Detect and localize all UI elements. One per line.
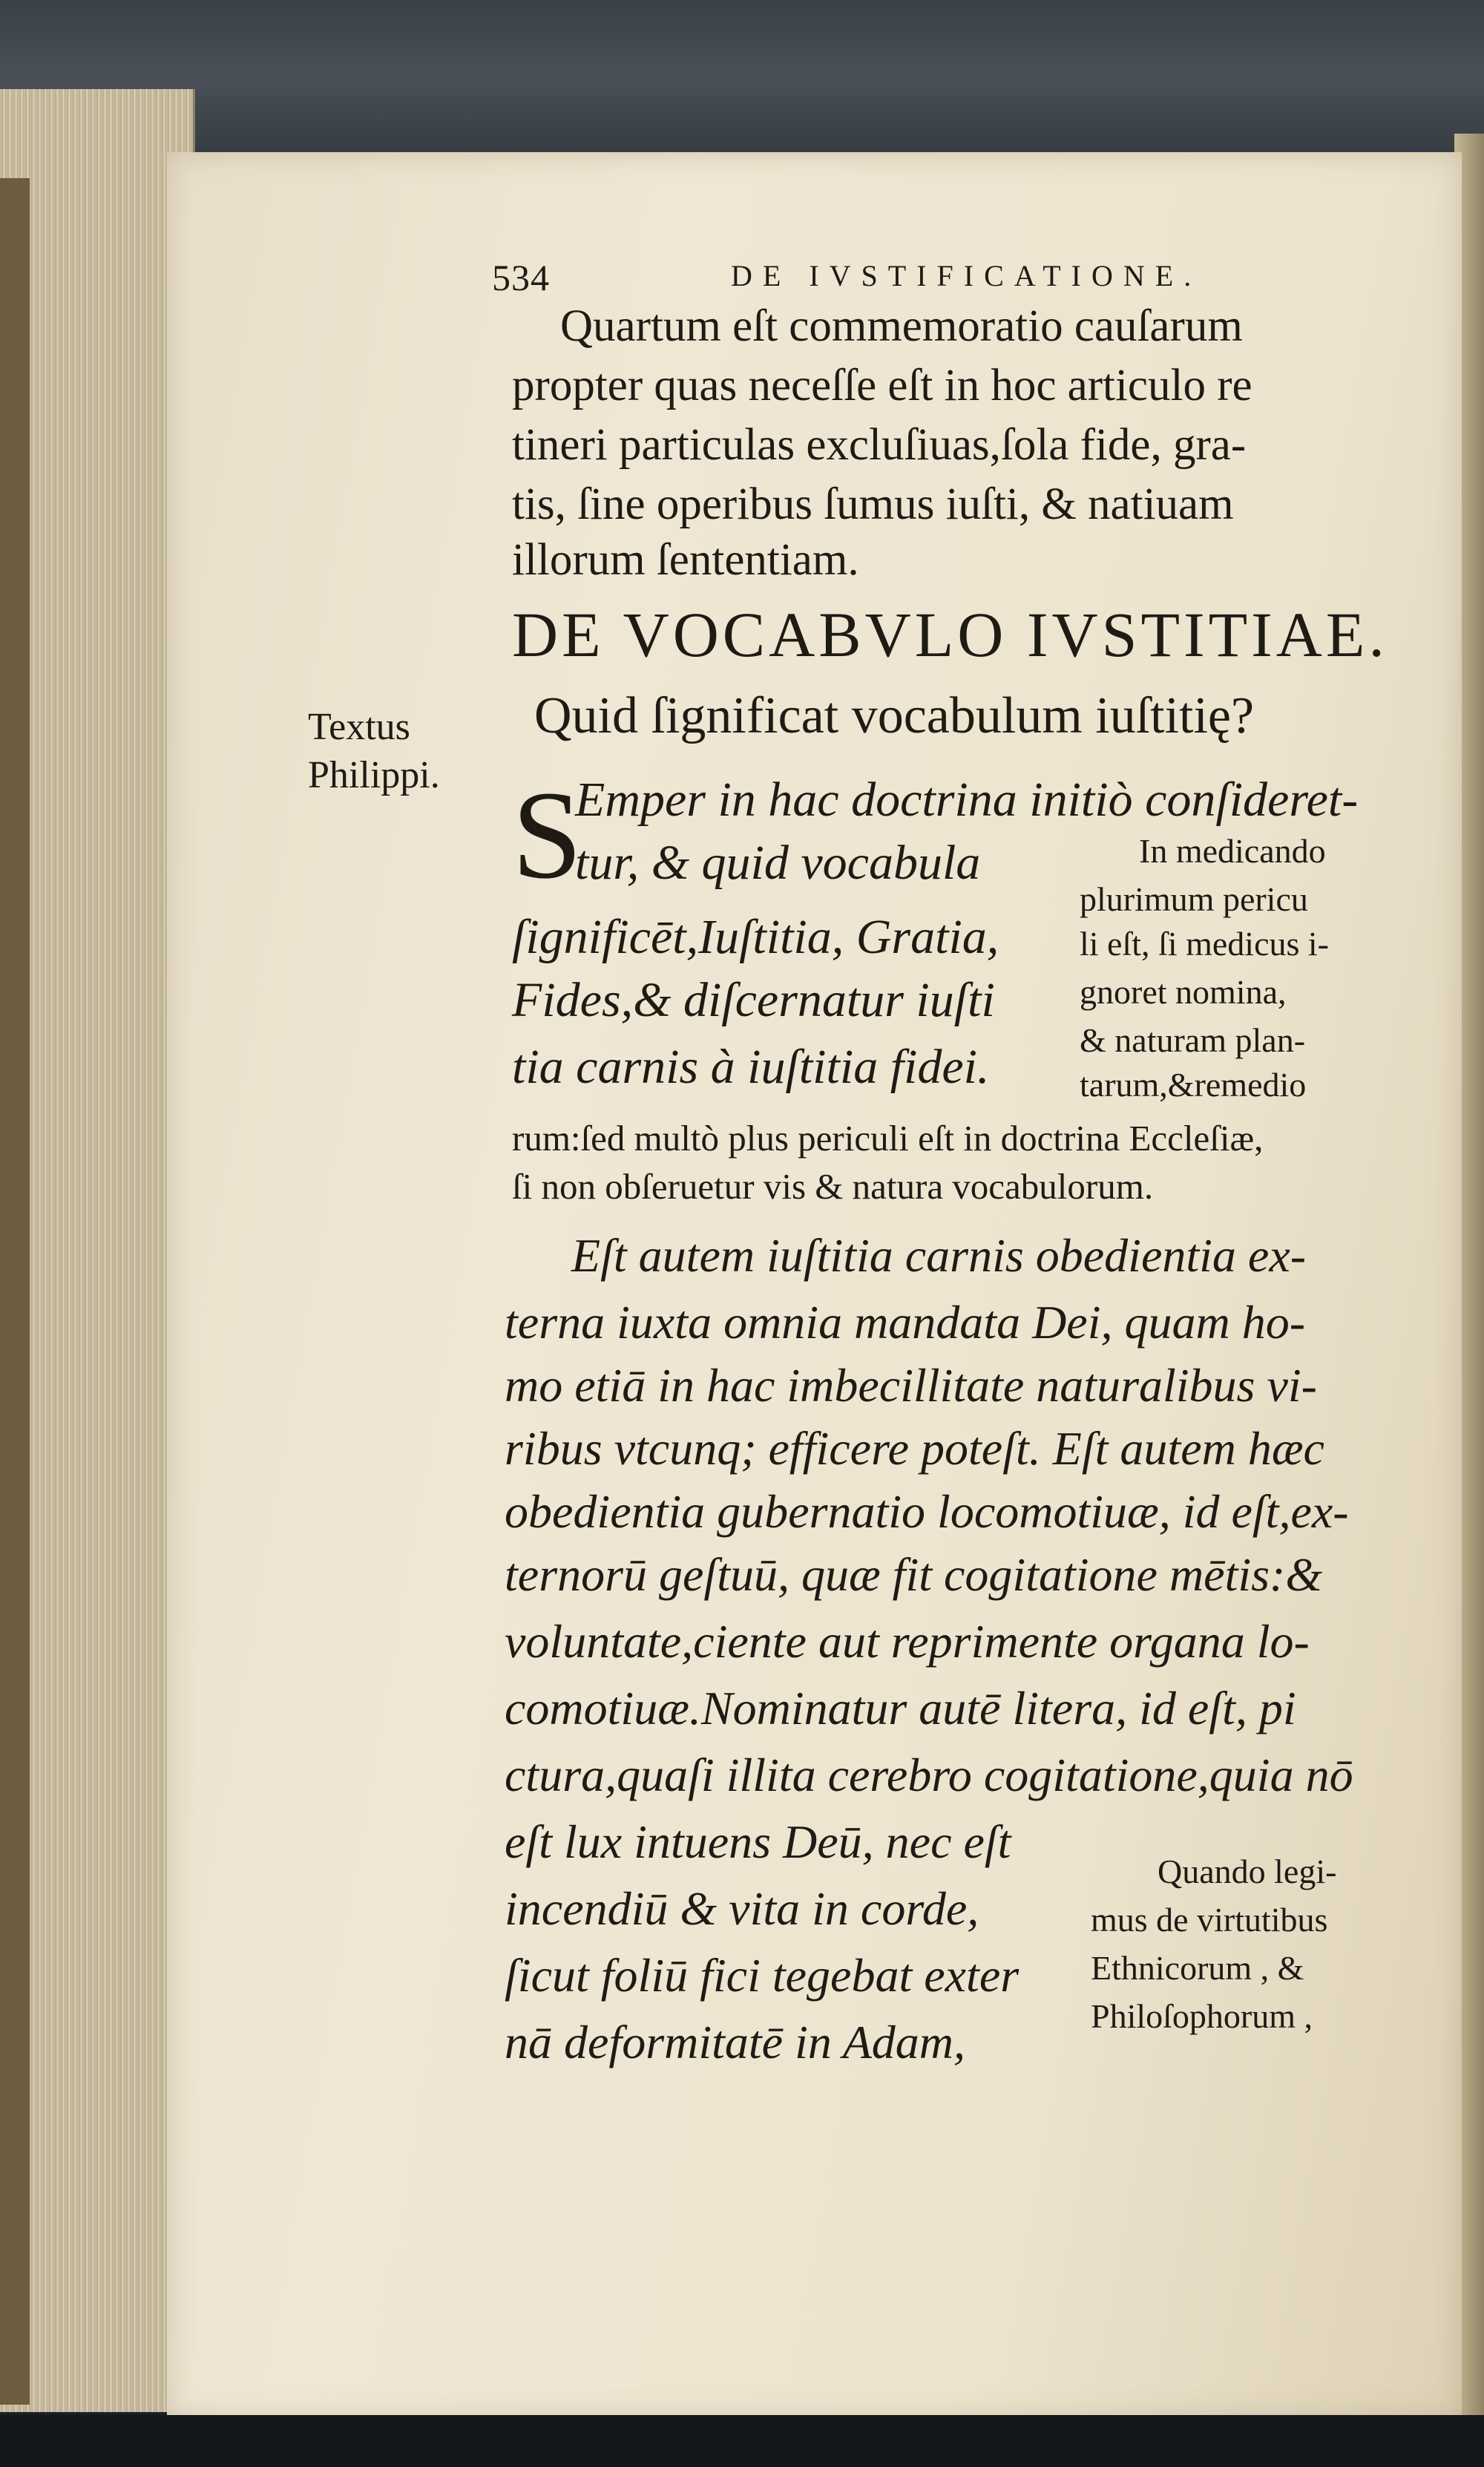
italic-line: tur, & quid vocabula: [575, 836, 981, 890]
note-continuation-line: ſi non obſeruetur vis & natura vocabulorum.: [512, 1166, 1154, 1207]
section-heading: DE VOCABVLO IVSTITIAE.: [512, 599, 1388, 670]
italic-line: mo etiā in hac imbecillitate naturalibus vi-: [505, 1359, 1317, 1412]
side-note-line: Philoſophorum ,: [1091, 1997, 1313, 2035]
intro-line: tis, ſine operibus ſumus iuſti, & natiuam: [512, 479, 1234, 529]
margin-note-left: Textus: [308, 706, 410, 748]
note-continuation-line: rum:ſed multò plus periculi eſt in doctrina Eccleſiæ,: [512, 1118, 1264, 1159]
intro-line: tineri particulas excluſiuas,ſola fide, gra-: [512, 420, 1247, 470]
side-note-line: In medicando: [1139, 832, 1326, 870]
side-note-line: Ethnicorum , &: [1091, 1949, 1304, 1987]
bottom-background: [0, 2415, 1484, 2467]
margin-note-left: Philippi.: [308, 754, 440, 796]
intro-line: illorum ſententiam.: [512, 535, 859, 585]
spine-shadow: [0, 178, 30, 2405]
italic-line: incendiū & vita in corde,: [505, 1882, 979, 1935]
italic-line: comotiuæ.Nominatur autē litera, id eſt, pi: [505, 1682, 1296, 1734]
italic-line: voluntate,ciente aut reprimente organa lo-: [505, 1615, 1310, 1668]
side-note-line: plurimum pericu: [1080, 880, 1308, 918]
italic-line: ſicut foliū fici tegebat exter: [505, 1949, 1020, 2002]
italic-line: terna iuxta omnia mandata Dei, quam ho-: [505, 1296, 1305, 1349]
italic-line: ternorū geſtuū, quæ fit cogitatione mētis:&: [505, 1548, 1323, 1601]
italic-line: obedientia gubernatio locomotiuæ, id eſt,ex-: [505, 1485, 1349, 1538]
italic-line: eſt lux intuens Deū, nec eſt: [505, 1815, 1011, 1868]
drop-cap: S: [512, 765, 582, 905]
side-note-line: li eſt, ſi medicus i-: [1080, 925, 1329, 963]
italic-line: nā deformitatē in Adam,: [505, 2016, 965, 2068]
italic-line: Emper in hac doctrina initiò conſideret-: [575, 773, 1359, 827]
side-note-line: gnoret nomina,: [1080, 973, 1287, 1011]
italic-line: ribus vtcunq; efficere poteſt. Eſt autem hæc: [505, 1422, 1324, 1475]
intro-line: Quartum eſt commemoratio cauſarum: [560, 301, 1243, 351]
side-note-line: tarum,&remedio: [1080, 1066, 1307, 1104]
italic-line: ctura,quaſi illita cerebro cogitatione,quia nō: [505, 1749, 1353, 1801]
italic-line: tia carnis à iuſtitia fidei.: [512, 1040, 990, 1094]
italic-line: Fides,& diſcernatur iuſti: [512, 973, 995, 1027]
side-note-line: & naturam plan-: [1080, 1021, 1306, 1059]
side-note-line: mus de virtutibus: [1091, 1901, 1328, 1939]
question-line: Quid ſignificat vocabulum iuſtitię?: [534, 687, 1255, 744]
page-number: 534: [492, 257, 550, 298]
italic-line: ſignificēt,Iuſtitia, Gratia,: [512, 910, 999, 964]
side-note-line: Quando legi-: [1158, 1852, 1337, 1890]
running-title: DE IVSTIFICATIONE.: [731, 259, 1202, 292]
intro-line: propter quas neceſſe eſt in hoc articulo re: [512, 361, 1252, 410]
italic-line: Eſt autem iuſtitia carnis obedientia ex-: [571, 1229, 1307, 1282]
